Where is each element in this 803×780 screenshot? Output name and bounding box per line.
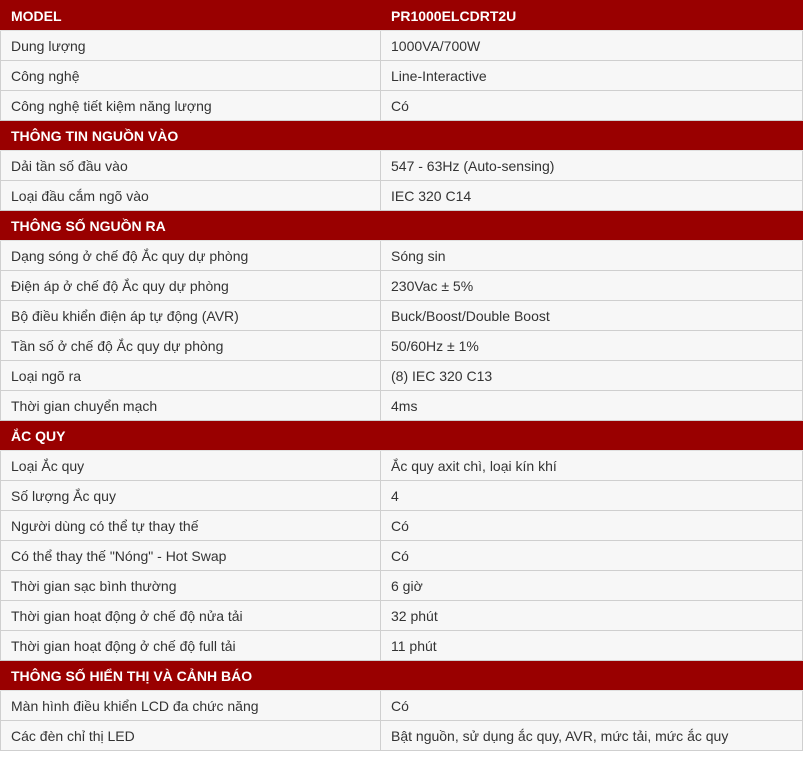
section-header-battery	[1, 421, 803, 451]
spec-label: Loại đầu cắm ngõ vào	[1, 181, 381, 211]
spec-label: Dạng sóng ở chế độ Ắc quy dự phòng	[1, 241, 381, 271]
spec-row	[1, 481, 803, 511]
spec-value: Có	[381, 541, 803, 571]
spec-value: Có	[381, 511, 803, 541]
spec-value: Ắc quy axit chì, loại kín khí	[381, 451, 803, 481]
spec-row	[1, 451, 803, 481]
spec-table-body	[1, 1, 803, 751]
spec-row	[1, 241, 803, 271]
spec-value: Line-Interactive	[381, 61, 803, 91]
spec-value: (8) IEC 320 C13	[381, 361, 803, 391]
spec-value: IEC 320 C14	[381, 181, 803, 211]
section-header-output	[1, 211, 803, 241]
spec-row	[1, 391, 803, 421]
spec-label: Màn hình điều khiển LCD đa chức năng	[1, 691, 381, 721]
spec-label: Công nghệ	[1, 61, 381, 91]
spec-row	[1, 31, 803, 61]
spec-label: Dung lượng	[1, 31, 381, 61]
spec-value: Có	[381, 691, 803, 721]
spec-row	[1, 181, 803, 211]
model-value: PR1000ELCDRT2U	[381, 1, 803, 31]
spec-row	[1, 571, 803, 601]
spec-row	[1, 301, 803, 331]
spec-label: Công nghệ tiết kiệm năng lượng	[1, 91, 381, 121]
spec-label: Thời gian hoạt động ở chế độ nửa tải	[1, 601, 381, 631]
spec-row	[1, 721, 803, 751]
section-title: THÔNG TIN NGUỒN VÀO	[1, 121, 803, 151]
spec-label: Có thể thay thế "Nóng" - Hot Swap	[1, 541, 381, 571]
section-title: ẮC QUY	[1, 421, 803, 451]
section-title: THÔNG SỐ HIỂN THỊ VÀ CẢNH BÁO	[1, 661, 803, 691]
spec-value: Buck/Boost/Double Boost	[381, 301, 803, 331]
spec-label: Loại ngõ ra	[1, 361, 381, 391]
spec-value: 230Vac ± 5%	[381, 271, 803, 301]
spec-label: Dải tần số đầu vào	[1, 151, 381, 181]
spec-label: Thời gian chuyển mạch	[1, 391, 381, 421]
spec-value: 4	[381, 481, 803, 511]
spec-row	[1, 691, 803, 721]
spec-row	[1, 601, 803, 631]
spec-row	[1, 61, 803, 91]
section-title: THÔNG SỐ NGUỒN RA	[1, 211, 803, 241]
model-label: MODEL	[1, 1, 381, 31]
spec-row	[1, 271, 803, 301]
spec-label: Loại Ắc quy	[1, 451, 381, 481]
spec-value: 6 giờ	[381, 571, 803, 601]
spec-label: Bộ điều khiển điện áp tự động (AVR)	[1, 301, 381, 331]
spec-row	[1, 541, 803, 571]
spec-label: Tần số ở chế độ Ắc quy dự phòng	[1, 331, 381, 361]
spec-value: 32 phút	[381, 601, 803, 631]
spec-value: Bật nguồn, sử dụng ắc quy, AVR, mức tải, mức ắc quy	[381, 721, 803, 751]
spec-value: 4ms	[381, 391, 803, 421]
spec-row	[1, 361, 803, 391]
section-header-input	[1, 121, 803, 151]
spec-row	[1, 151, 803, 181]
spec-value: 50/60Hz ± 1%	[381, 331, 803, 361]
spec-row	[1, 631, 803, 661]
spec-value: Sóng sin	[381, 241, 803, 271]
spec-value: 1000VA/700W	[381, 31, 803, 61]
spec-value: 11 phút	[381, 631, 803, 661]
spec-label: Các đèn chỉ thị LED	[1, 721, 381, 751]
model-header-row	[1, 1, 803, 31]
spec-label: Người dùng có thể tự thay thế	[1, 511, 381, 541]
spec-value: Có	[381, 91, 803, 121]
spec-value: 547 - 63Hz (Auto-sensing)	[381, 151, 803, 181]
section-header-display	[1, 661, 803, 691]
spec-label: Thời gian sạc bình thường	[1, 571, 381, 601]
spec-row	[1, 331, 803, 361]
spec-label: Số lượng Ắc quy	[1, 481, 381, 511]
spec-label: Điện áp ở chế độ Ắc quy dự phòng	[1, 271, 381, 301]
spec-row	[1, 511, 803, 541]
spec-row	[1, 91, 803, 121]
spec-label: Thời gian hoạt động ở chế độ full tải	[1, 631, 381, 661]
